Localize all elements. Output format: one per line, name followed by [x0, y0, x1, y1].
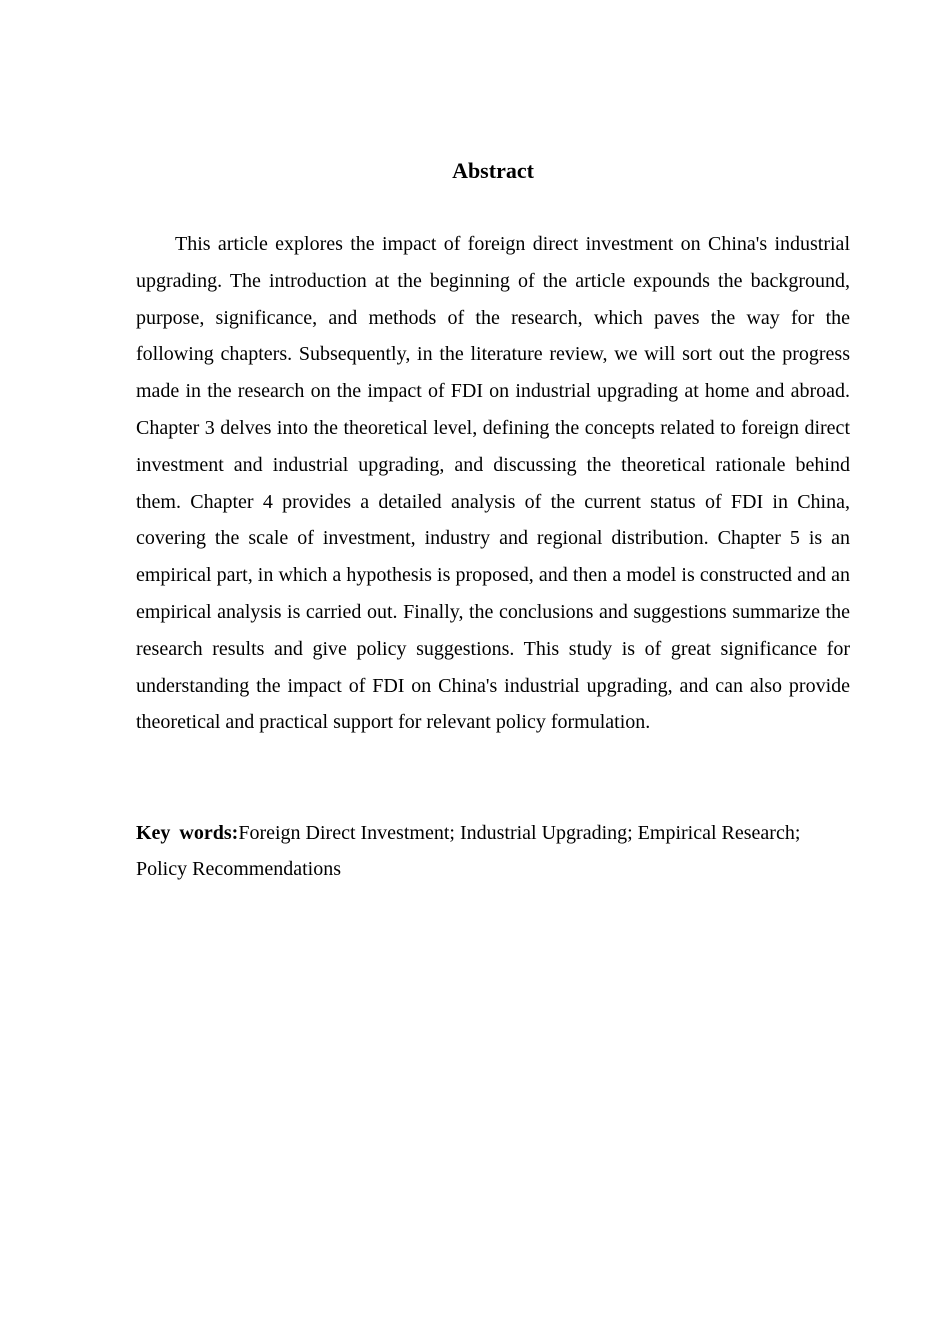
- abstract-paragraph: This article explores the impact of foreign direct investment on China's industrial upgrading. The introduction at the beginning of the article expounds the background, purpose, significance, and methods of the research, which paves the way for the following chapters. Subsequently, in the literature review, we will sort out the progress made in the research on the impact of FDI on industrial upgrading at home and abroad. Chapter 3 delves into the theoretical level, defining the concepts related to foreign direct investment and industrial upgrading, and discussing the theoretical rationale behind them. Chapter 4 provides a detailed analysis of the current status of FDI in China, covering the scale of investment, industry and regional distribution. Chapter 5 is an empirical part, in which a hypothesis is proposed, and then a model is constructed and an empirical analysis is carried out. Finally, the conclusions and suggestions summarize the research results and give policy suggestions. This study is of great significance for understanding the impact of FDI on China's industrial upgrading, and can also provide theoretical and practical support for relevant policy formulation.: [136, 233, 850, 734]
- keywords-label: Key words:: [136, 822, 239, 844]
- page-title: Abstract: [452, 158, 534, 183]
- keywords-text: Foreign Direct Investment; Industrial Upgrading; Empirical Research; Policy Recommendations: [136, 822, 801, 880]
- keywords-line: [136, 815, 816, 887]
